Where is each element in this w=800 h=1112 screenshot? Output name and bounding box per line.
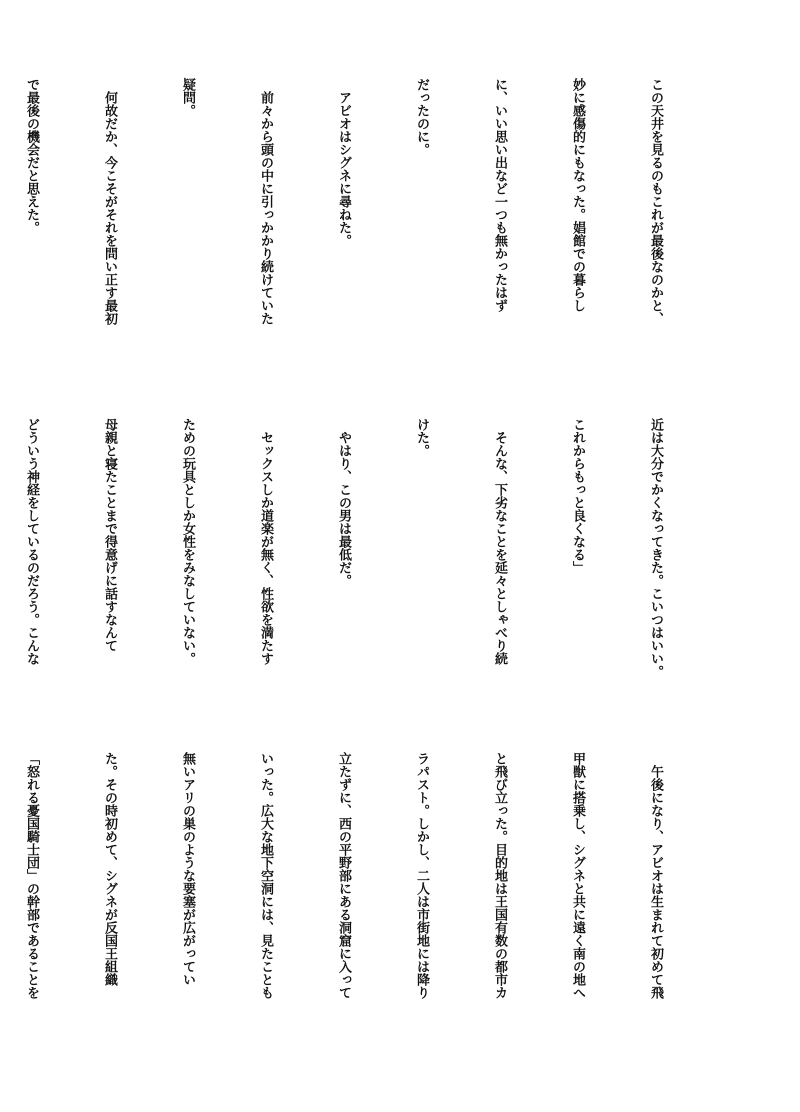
text-line: いった。広大な地下空洞には、見たことも (258, 752, 273, 999)
text-line: で最後の機会だと思えた。 (24, 78, 39, 234)
text-line: この天井を見るのもこれが最後なのかと、 (648, 78, 663, 325)
text-line: 立たずに、西の平野部にある洞窟に入って (336, 752, 351, 999)
text-line: けた。 (414, 418, 429, 457)
text-line: アビオはシグネに尋ねた。 (336, 78, 351, 247)
text-block-middle (24, 418, 720, 701)
text-line: ラパスト。しかし、二人は市街地には降り (414, 752, 429, 999)
text-line: だったのに。 (414, 78, 429, 156)
text-line: どういう神経をしているのだろう。こんな (24, 418, 39, 665)
text-line: と飛び立った。目的地は王国有数の都市カ (492, 752, 507, 999)
text-line: 何故だか、今こそがそれを問い正す最初 (102, 78, 117, 325)
text-line: 「怒れる憂国騎士団」の幹部であることを (24, 752, 39, 999)
text-line: 近は大分でかくなってきた。こいつはいい。 (648, 418, 663, 678)
text-line: 母親と寝たことまで得意げに話すなんて (102, 418, 117, 652)
text-line: に、いい思い出など一つも無かったはず (492, 78, 507, 312)
text-line: やはり、この男は最低だ。 (336, 418, 351, 587)
text-line: 妙に感傷的にもなった。娼館での暮らし (570, 78, 585, 312)
text-line: そんな、下劣なことを延々としゃべり続 (492, 418, 507, 665)
text-block-top (24, 78, 720, 370)
text-line: 無いアリの巣のような要塞が広がってい (180, 752, 195, 986)
text-line: セックスしか道楽が無く、性欲を満たす (258, 418, 273, 665)
text-line: 疑問。 (180, 78, 195, 117)
text-line: これからもっと良くなる」 (570, 418, 585, 574)
text-line: 甲獣に搭乗し、シグネと共に遠く南の地へ (570, 752, 585, 999)
text-line: 午後になり、アビオは生まれて初めて飛 (648, 752, 663, 999)
text-line: ための玩具としか女性をみなしていない。 (180, 418, 195, 665)
text-block-bottom (24, 752, 720, 1040)
text-line: た。その時初めて、シグネが反国王組織 (102, 752, 117, 986)
text-line: 前々から頭の中に引っかかり続けていた (258, 78, 273, 325)
